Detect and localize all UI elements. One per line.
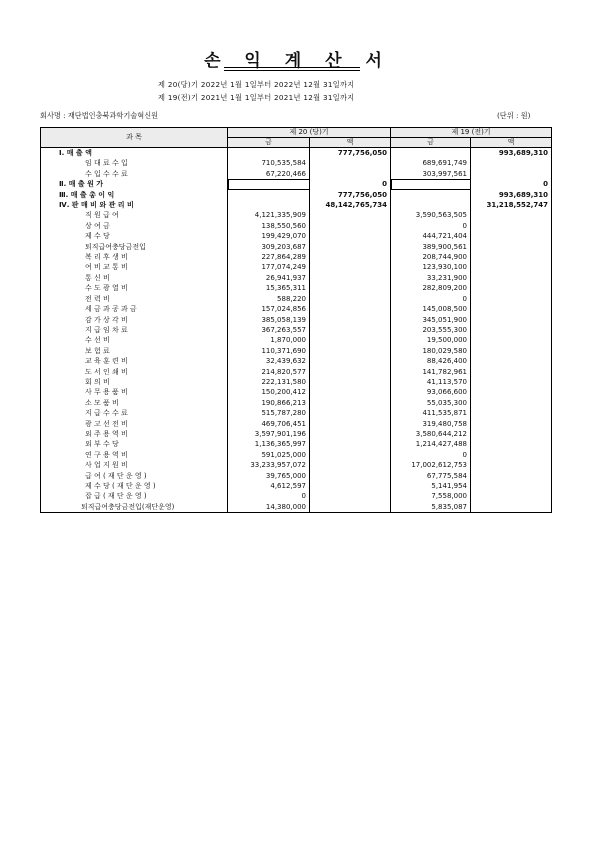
cell-c-total bbox=[310, 429, 391, 439]
row-label-text: 도 서 인 쇄 비 bbox=[85, 367, 128, 376]
cell-c-total bbox=[310, 502, 391, 513]
cell-p-total bbox=[471, 460, 552, 470]
row-label bbox=[41, 210, 228, 220]
cell-c-detail: 227,864,289 bbox=[228, 252, 310, 262]
cell-c-detail: 177,074,249 bbox=[228, 262, 310, 272]
cell-p-detail: 88,426,400 bbox=[391, 356, 471, 366]
cell-c-detail: 515,787,280 bbox=[228, 408, 310, 418]
cell-p-total bbox=[471, 450, 552, 460]
cell-c-detail: 4,121,335,909 bbox=[228, 210, 310, 220]
table-row bbox=[41, 210, 552, 220]
cell-c-detail: 190,866,213 bbox=[228, 398, 310, 408]
cell-c-total bbox=[310, 294, 391, 304]
table-row bbox=[41, 200, 552, 210]
row-label bbox=[41, 367, 228, 377]
cell-p-detail bbox=[391, 190, 471, 200]
cell-c-total bbox=[310, 169, 391, 179]
row-label bbox=[41, 491, 228, 501]
cell-p-total bbox=[471, 242, 552, 252]
cell-p-detail: 180,029,580 bbox=[391, 346, 471, 356]
cell-c-total bbox=[310, 273, 391, 283]
title-underline bbox=[224, 67, 360, 68]
cell-c-detail: 157,024,856 bbox=[228, 304, 310, 314]
cell-p-detail: 1,214,427,488 bbox=[391, 439, 471, 449]
row-label bbox=[41, 450, 228, 460]
cell-p-total bbox=[471, 439, 552, 449]
cell-p-total: 993,689,310 bbox=[471, 148, 552, 159]
cell-p-detail bbox=[391, 179, 471, 189]
table-row bbox=[41, 439, 552, 449]
cell-c-detail bbox=[228, 200, 310, 210]
header-prior-period: 제 19 (전)기 bbox=[391, 128, 552, 138]
cell-p-detail: 389,900,561 bbox=[391, 242, 471, 252]
cell-c-total bbox=[310, 471, 391, 481]
table-row bbox=[41, 460, 552, 470]
table-row bbox=[41, 231, 552, 241]
cell-p-total bbox=[471, 481, 552, 491]
cell-c-total bbox=[310, 335, 391, 345]
cell-p-total: 0 bbox=[471, 179, 552, 189]
table-row bbox=[41, 304, 552, 314]
cell-c-total bbox=[310, 210, 391, 220]
header-account: 과 목 bbox=[41, 128, 228, 148]
table-row bbox=[41, 471, 552, 481]
row-label bbox=[41, 315, 228, 325]
table-row bbox=[41, 294, 552, 304]
table-row bbox=[41, 262, 552, 272]
period-current: 제 20(당)기 2022년 1월 1일부터 2022년 12월 31일까지 bbox=[158, 80, 355, 89]
row-label bbox=[41, 481, 228, 491]
cell-p-total bbox=[471, 408, 552, 418]
cell-p-detail: 303,997,561 bbox=[391, 169, 471, 179]
cell-c-detail: 588,220 bbox=[228, 294, 310, 304]
cell-p-total bbox=[471, 304, 552, 314]
table-row bbox=[41, 356, 552, 366]
cell-p-total bbox=[471, 398, 552, 408]
cell-p-total bbox=[471, 210, 552, 220]
cell-p-total bbox=[471, 429, 552, 439]
cell-c-total: 0 bbox=[310, 179, 391, 189]
row-label-text: 수 선 비 bbox=[85, 336, 110, 345]
cell-p-detail: 282,809,200 bbox=[391, 283, 471, 293]
cell-p-detail: 444,721,404 bbox=[391, 231, 471, 241]
row-label-text: 광 고 선 전 비 bbox=[85, 419, 128, 428]
cell-c-detail: 710,535,584 bbox=[228, 158, 310, 168]
row-label-text: 제 수 당 bbox=[85, 232, 110, 241]
table-row bbox=[41, 148, 552, 159]
row-label-text: 수 입 수 수 료 bbox=[85, 169, 128, 178]
row-label-text: 퇴직급여충당금전입 bbox=[85, 242, 146, 251]
row-label bbox=[41, 221, 228, 231]
table-body bbox=[41, 148, 552, 513]
cell-c-total bbox=[310, 221, 391, 231]
cell-p-total bbox=[471, 158, 552, 168]
table-row bbox=[41, 315, 552, 325]
cell-p-detail: 3,580,644,212 bbox=[391, 429, 471, 439]
table-row bbox=[41, 377, 552, 387]
table-row bbox=[41, 408, 552, 418]
cell-p-detail: 41,113,570 bbox=[391, 377, 471, 387]
cell-p-total: 993,689,310 bbox=[471, 190, 552, 200]
cell-c-total bbox=[310, 377, 391, 387]
cell-p-total bbox=[471, 377, 552, 387]
row-label-text: 외 부 수 당 bbox=[85, 440, 119, 449]
cell-c-total: 48,142,765,734 bbox=[310, 200, 391, 210]
cell-c-detail: 199,429,070 bbox=[228, 231, 310, 241]
cell-c-total bbox=[310, 283, 391, 293]
cell-p-detail: 5,141,954 bbox=[391, 481, 471, 491]
header-prior-amount-2: 액 bbox=[471, 138, 552, 148]
cell-p-total bbox=[471, 502, 552, 513]
title-underline-double bbox=[224, 70, 360, 71]
cell-c-detail bbox=[228, 179, 310, 189]
row-label bbox=[41, 346, 228, 356]
cell-p-total bbox=[471, 471, 552, 481]
cell-c-total bbox=[310, 304, 391, 314]
cell-c-detail: 67,220,466 bbox=[228, 169, 310, 179]
cell-p-detail bbox=[391, 148, 471, 159]
cell-p-total bbox=[471, 262, 552, 272]
table-row bbox=[41, 429, 552, 439]
cell-p-total bbox=[471, 283, 552, 293]
cell-p-total bbox=[471, 335, 552, 345]
row-label bbox=[41, 439, 228, 449]
table-row bbox=[41, 179, 552, 189]
row-label bbox=[41, 377, 228, 387]
cell-p-detail: 689,691,749 bbox=[391, 158, 471, 168]
row-label-text: 보 험 료 bbox=[85, 346, 110, 355]
header-current-amount-2: 액 bbox=[310, 138, 391, 148]
row-label-text: Ⅰ. 매 출 액 bbox=[59, 149, 92, 157]
row-label-text: 감 가 상 각 비 bbox=[85, 315, 128, 324]
cell-p-total bbox=[471, 315, 552, 325]
row-label bbox=[41, 283, 228, 293]
table-row bbox=[41, 325, 552, 335]
row-label-text: 여 비 교 통 비 bbox=[85, 263, 128, 272]
cell-c-total bbox=[310, 242, 391, 252]
row-label-text: 전 력 비 bbox=[85, 294, 110, 303]
cell-c-detail: 4,612,597 bbox=[228, 481, 310, 491]
row-label bbox=[41, 304, 228, 314]
row-label bbox=[41, 356, 228, 366]
row-label-text: 지 급 수 수 료 bbox=[85, 409, 128, 418]
row-label-text: 급 여 ( 재 단 운 영 ) bbox=[85, 471, 147, 480]
cell-p-detail: 67,775,584 bbox=[391, 471, 471, 481]
row-label bbox=[41, 294, 228, 304]
row-label-text: 제 수 당 ( 재 단 운 영 ) bbox=[85, 482, 156, 490]
cell-p-detail: 208,744,900 bbox=[391, 252, 471, 262]
row-label-text: 잡 급 ( 재 단 운 영 ) bbox=[85, 492, 147, 501]
cell-c-total bbox=[310, 419, 391, 429]
cell-c-detail bbox=[228, 148, 310, 159]
table-row bbox=[41, 242, 552, 252]
cell-p-detail: 7,558,000 bbox=[391, 491, 471, 501]
cell-c-detail: 222,131,580 bbox=[228, 377, 310, 387]
table-row bbox=[41, 398, 552, 408]
income-statement-table bbox=[40, 127, 552, 513]
cell-p-detail: 33,231,900 bbox=[391, 273, 471, 283]
row-label-text: 회 의 비 bbox=[85, 377, 110, 386]
row-label-text: Ⅲ. 매 출 총 이 익 bbox=[59, 190, 115, 199]
cell-c-detail: 39,765,000 bbox=[228, 471, 310, 481]
row-label-text: 임 대 료 수 입 bbox=[85, 159, 128, 168]
table-row bbox=[41, 491, 552, 501]
table-row bbox=[41, 367, 552, 377]
cell-c-total bbox=[310, 252, 391, 262]
row-label-text: 상 여 금 bbox=[85, 221, 110, 230]
row-label-text: 외 주 용 역 비 bbox=[85, 429, 128, 438]
cell-p-total bbox=[471, 346, 552, 356]
company-name: 회사명 : 재단법인충북과학기술혁신원 bbox=[40, 111, 159, 120]
cell-p-detail: 0 bbox=[391, 221, 471, 231]
cell-p-total bbox=[471, 367, 552, 377]
table-row bbox=[41, 283, 552, 293]
cell-p-detail: 319,480,758 bbox=[391, 419, 471, 429]
cell-c-total bbox=[310, 346, 391, 356]
row-label bbox=[41, 460, 228, 470]
cell-p-detail: 141,782,961 bbox=[391, 367, 471, 377]
row-label-text: 사 업 지 원 비 bbox=[85, 461, 128, 470]
cell-c-total bbox=[310, 450, 391, 460]
cell-c-detail: 32,439,632 bbox=[228, 356, 310, 366]
table-row bbox=[41, 273, 552, 283]
cell-c-detail: 1,870,000 bbox=[228, 335, 310, 345]
row-label bbox=[41, 179, 228, 189]
cell-p-detail: 5,835,087 bbox=[391, 502, 471, 513]
row-label-text: 세 금 과 공 과 금 bbox=[85, 305, 137, 314]
cell-p-detail: 123,930,100 bbox=[391, 262, 471, 272]
table-row bbox=[41, 450, 552, 460]
row-label bbox=[41, 398, 228, 408]
cell-p-total bbox=[471, 273, 552, 283]
row-label-text: 직 원 급 여 bbox=[85, 211, 119, 220]
cell-c-total bbox=[310, 460, 391, 470]
table-row bbox=[41, 346, 552, 356]
table-row bbox=[41, 190, 552, 200]
unit-label: (단위 : 원) bbox=[497, 111, 531, 120]
cell-p-detail: 55,035,300 bbox=[391, 398, 471, 408]
row-label bbox=[41, 429, 228, 439]
cell-p-total bbox=[471, 387, 552, 397]
row-label-text: 지 급 임 차 료 bbox=[85, 325, 128, 334]
cell-c-total bbox=[310, 158, 391, 168]
cell-c-total: 777,756,050 bbox=[310, 148, 391, 159]
table-row bbox=[41, 502, 552, 513]
table-row bbox=[41, 481, 552, 491]
table-row bbox=[41, 158, 552, 168]
cell-p-total bbox=[471, 491, 552, 501]
table-row bbox=[41, 387, 552, 397]
table-row bbox=[41, 252, 552, 262]
header-current-amount-1: 금 bbox=[228, 138, 310, 148]
row-label-text: 통 신 비 bbox=[85, 273, 110, 282]
cell-p-total bbox=[471, 231, 552, 241]
row-label bbox=[41, 231, 228, 241]
cell-p-detail: 3,590,563,505 bbox=[391, 210, 471, 220]
row-label bbox=[41, 169, 228, 179]
row-label bbox=[41, 419, 228, 429]
table-row bbox=[41, 419, 552, 429]
row-label bbox=[41, 502, 228, 513]
cell-c-total bbox=[310, 491, 391, 501]
cell-c-detail: 3,597,901,196 bbox=[228, 429, 310, 439]
cell-c-detail: 367,263,557 bbox=[228, 325, 310, 335]
cell-c-total bbox=[310, 367, 391, 377]
cell-p-total bbox=[471, 294, 552, 304]
row-label-text: 교 육 훈 련 비 bbox=[85, 357, 128, 366]
row-label-text: 수 도 광 열 비 bbox=[85, 284, 128, 293]
cell-c-total bbox=[310, 398, 391, 408]
header-prior-amount-1: 금 bbox=[391, 138, 471, 148]
cell-c-detail: 469,706,451 bbox=[228, 419, 310, 429]
cell-c-total bbox=[310, 356, 391, 366]
row-label bbox=[41, 158, 228, 168]
cell-p-detail: 203,555,300 bbox=[391, 325, 471, 335]
cell-p-detail: 411,535,871 bbox=[391, 408, 471, 418]
row-label bbox=[41, 408, 228, 418]
cell-c-detail: 33,233,957,072 bbox=[228, 460, 310, 470]
cell-p-detail: 17,002,612,753 bbox=[391, 460, 471, 470]
row-label-text: 복 리 후 생 비 bbox=[85, 253, 128, 262]
cell-c-detail: 591,025,000 bbox=[228, 450, 310, 460]
cell-c-total bbox=[310, 325, 391, 335]
row-label bbox=[41, 335, 228, 345]
cell-c-detail: 309,203,687 bbox=[228, 242, 310, 252]
cell-p-total: 31,218,552,747 bbox=[471, 200, 552, 210]
row-label bbox=[41, 148, 228, 159]
cell-c-detail: 150,200,412 bbox=[228, 387, 310, 397]
row-label bbox=[41, 190, 228, 200]
cell-p-detail: 19,500,000 bbox=[391, 335, 471, 345]
row-label-text: 연 구 용 역 비 bbox=[85, 450, 128, 459]
cell-c-detail: 110,371,690 bbox=[228, 346, 310, 356]
document-title: 손 익 계 산 서 bbox=[204, 51, 391, 71]
cell-c-total bbox=[310, 439, 391, 449]
cell-p-total bbox=[471, 325, 552, 335]
cell-c-detail: 385,058,139 bbox=[228, 315, 310, 325]
row-label bbox=[41, 325, 228, 335]
cell-c-total: 777,756,050 bbox=[310, 190, 391, 200]
cell-p-total bbox=[471, 221, 552, 231]
cell-c-total bbox=[310, 315, 391, 325]
row-label-text: Ⅱ. 매 출 원 가 bbox=[59, 180, 104, 189]
cell-c-detail: 214,820,577 bbox=[228, 367, 310, 377]
table-row bbox=[41, 221, 552, 231]
row-label bbox=[41, 242, 228, 252]
cell-p-detail: 145,008,500 bbox=[391, 304, 471, 314]
row-label bbox=[41, 471, 228, 481]
row-label-text: 소 모 품 비 bbox=[85, 398, 119, 407]
cell-p-total bbox=[471, 419, 552, 429]
cell-p-total bbox=[471, 169, 552, 179]
cell-p-detail bbox=[391, 200, 471, 210]
cell-p-detail: 0 bbox=[391, 450, 471, 460]
table-row bbox=[41, 335, 552, 345]
header-current-period: 제 20 (당)기 bbox=[228, 128, 391, 138]
cell-c-total bbox=[310, 387, 391, 397]
cell-c-detail: 0 bbox=[228, 491, 310, 501]
row-label bbox=[41, 252, 228, 262]
cell-c-detail: 26,941,937 bbox=[228, 273, 310, 283]
cell-c-detail bbox=[228, 190, 310, 200]
row-label-text: 퇴직급여충당금전입(재단운영) bbox=[81, 502, 175, 511]
row-label bbox=[41, 387, 228, 397]
table-row bbox=[41, 169, 552, 179]
row-label-text: 사 무 용 품 비 bbox=[85, 388, 128, 397]
cell-p-total bbox=[471, 356, 552, 366]
row-label bbox=[41, 262, 228, 272]
cell-p-detail: 93,066,600 bbox=[391, 387, 471, 397]
cell-c-total bbox=[310, 408, 391, 418]
cell-c-detail: 15,365,311 bbox=[228, 283, 310, 293]
cell-c-total bbox=[310, 481, 391, 491]
cell-p-detail: 0 bbox=[391, 294, 471, 304]
cell-c-detail: 138,550,560 bbox=[228, 221, 310, 231]
period-prior: 제 19(전)기 2021년 1월 1일부터 2021년 12월 31일까지 bbox=[158, 93, 355, 102]
row-label-text: Ⅳ. 판 매 비 와 관 리 비 bbox=[59, 201, 134, 210]
cell-c-total bbox=[310, 231, 391, 241]
cell-c-detail: 1,136,365,997 bbox=[228, 439, 310, 449]
cell-c-detail: 14,380,000 bbox=[228, 502, 310, 513]
row-label bbox=[41, 273, 228, 283]
row-label bbox=[41, 200, 228, 210]
cell-p-total bbox=[471, 252, 552, 262]
cell-p-detail: 345,051,900 bbox=[391, 315, 471, 325]
cell-c-total bbox=[310, 262, 391, 272]
